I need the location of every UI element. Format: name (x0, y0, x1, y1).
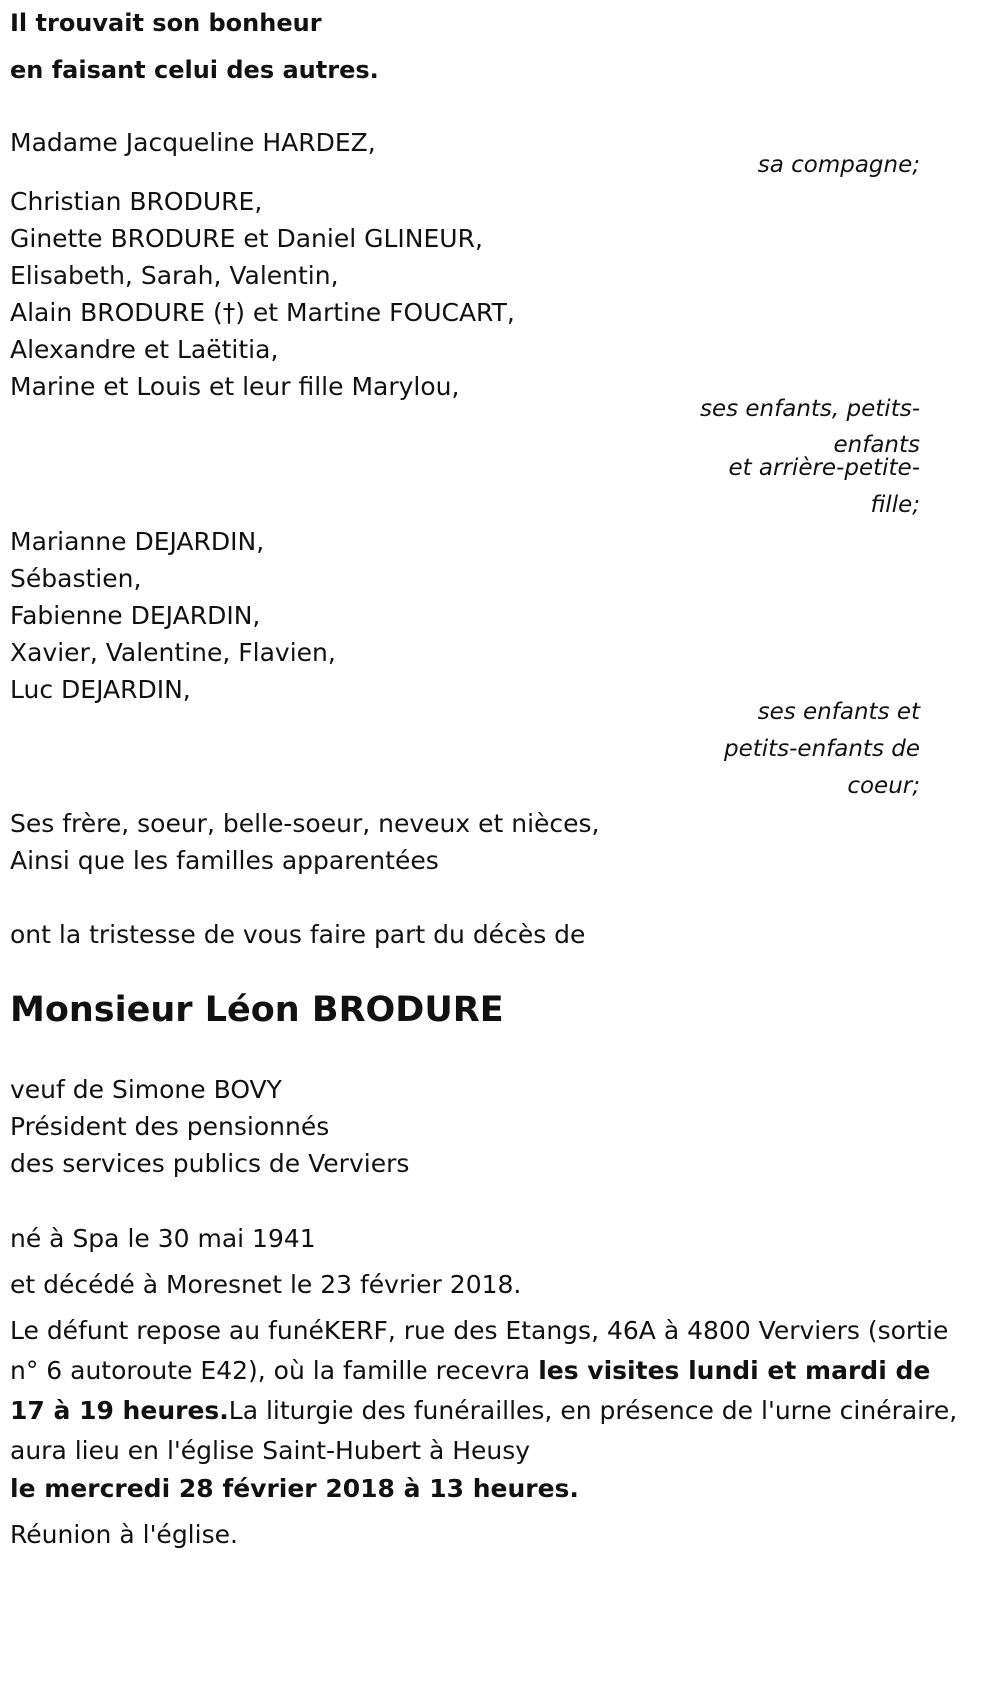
family-name-line: Alain BRODURE (†) et Martine FOUCART, (10, 298, 515, 327)
family-name-line: Christian BRODURE, (10, 187, 263, 216)
extended-family-line-1: Ses frère, soeur, belle-soeur, neveux et nièces, (10, 809, 600, 838)
death-date-line: et décédé à Moresnet le 23 février 2018. (10, 1270, 522, 1299)
deceased-detail-line: veuf de Simone BOVY (10, 1075, 282, 1104)
family-name-line: Ginette BRODURE et Daniel GLINEUR, (10, 224, 483, 253)
birth-date-line: né à Spa le 30 mai 1941 (10, 1224, 316, 1253)
funeral-paragraph (10, 1311, 960, 1471)
children-relation-line: ses enfants, petits- (699, 396, 920, 422)
family-name-line: Fabienne DEJARDIN, (10, 601, 261, 630)
deceased-name: Monsieur Léon BRODURE (10, 990, 504, 1030)
family-name-line: Xavier, Valentine, Flavien, (10, 638, 336, 667)
deceased-detail-line: des services publics de Verviers (10, 1149, 410, 1178)
funeral-text-part1: Le défunt repose au funéKERF, rue des Etangs, 46A à 4800 Verviers (sortie n° 6 autoroute E42), où la famille recevra (10, 1316, 949, 1385)
visits-schedule: les visites lundi et mardi de 17 à 19 heures. (10, 1356, 931, 1425)
family-name-line: Luc DEJARDIN, (10, 675, 191, 704)
companion-relation: sa compagne; (757, 152, 920, 178)
companion-name: Madame Jacqueline HARDEZ, (10, 128, 376, 157)
children-relation-line: enfants (833, 432, 920, 458)
funeral-text-part2: La liturgie des funérailles, en présence de l'urne cinéraire, aura lieu en l'église Saint-Hubert à Heusy (10, 1396, 958, 1465)
announcement-text: ont la tristesse de vous faire part du décès de (10, 920, 586, 949)
heart-children-relation-line: petits-enfants de (723, 736, 920, 762)
family-name-line: Marine et Louis et leur fille Marylou, (10, 372, 460, 401)
children-relation-line: et arrière-petite- (728, 455, 920, 481)
deceased-detail-line: Président des pensionnés (10, 1112, 330, 1141)
family-name-line: Marianne DEJARDIN, (10, 527, 265, 556)
children-relation-line: fille; (870, 492, 920, 518)
family-name-line: Alexandre et Laëtitia, (10, 335, 279, 364)
extended-family-line-2: Ainsi que les familles apparentées (10, 846, 439, 875)
heart-children-relation-line: coeur; (847, 773, 920, 799)
meeting-note: Réunion à l'église. (10, 1520, 238, 1549)
motto-line-1: Il trouvait son bonheur (10, 9, 322, 37)
heart-children-relation-line: ses enfants et (757, 699, 920, 725)
family-name-line: Elisabeth, Sarah, Valentin, (10, 261, 339, 290)
ceremony-date: le mercredi 28 février 2018 à 13 heures. (10, 1474, 579, 1503)
motto-line-2: en faisant celui des autres. (10, 56, 379, 84)
family-name-line: Sébastien, (10, 564, 142, 593)
